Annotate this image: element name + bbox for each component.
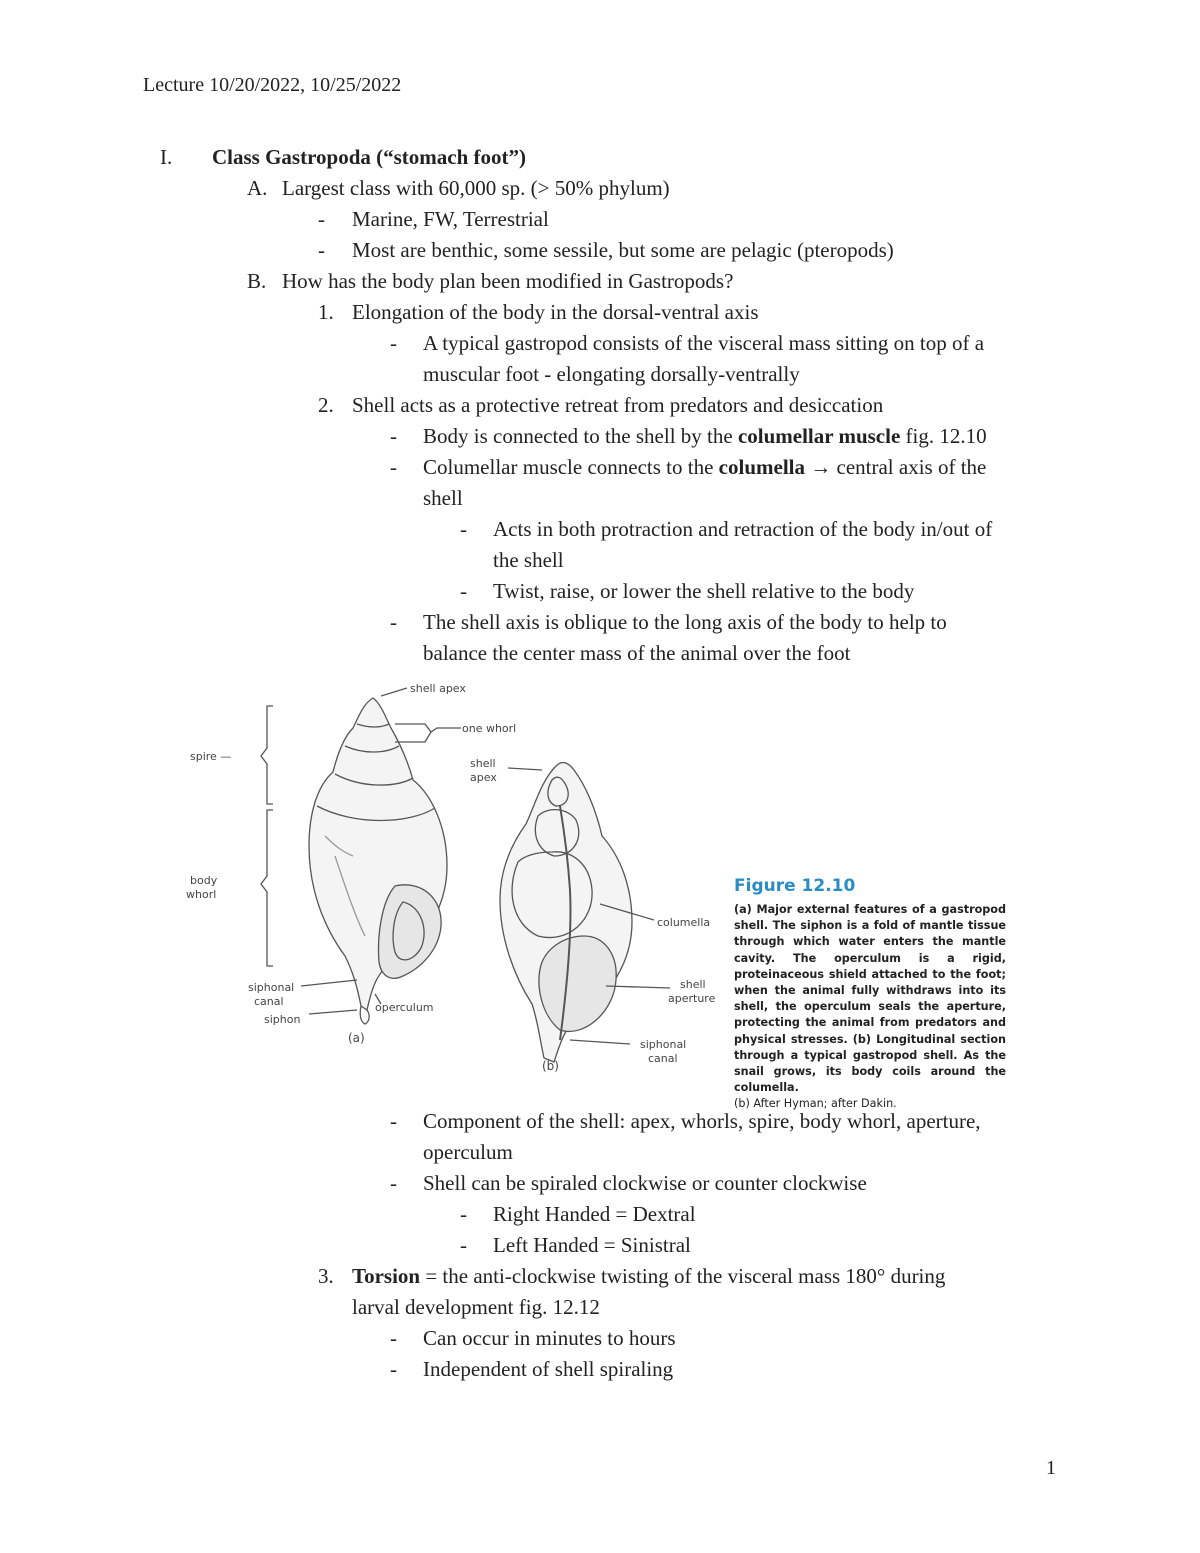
bullet-text: The shell axis is oblique to the long axis of the body to help to	[423, 610, 947, 634]
subsection-marker: B.	[247, 269, 267, 293]
bullet-dash: -	[318, 207, 325, 231]
label-siphonal-canal: canal	[254, 995, 284, 1008]
label-spire: spire —	[190, 750, 232, 763]
bullet-text: Component of the shell: apex, whorls, spire, body whorl, aperture,	[423, 1109, 981, 1133]
numbered-text: larval development fig. 12.12	[352, 1295, 600, 1319]
bold-term: Torsion	[352, 1264, 421, 1288]
subsection-text: How has the body plan been modified in Gastropods?	[282, 269, 734, 293]
bullet-text: shell	[423, 486, 463, 510]
label-shell-apex: shell apex	[410, 682, 466, 695]
bullet-text: balance the center mass of the animal over the foot	[423, 641, 851, 665]
label-one-whorl: one whorl	[462, 722, 517, 735]
numbered-marker: 3.	[318, 1264, 334, 1288]
label-shell-apex: shell	[470, 757, 496, 770]
page-header: Lecture 10/20/2022, 10/25/2022	[143, 74, 402, 96]
label-shell-apex: apex	[470, 771, 497, 784]
bullet-text: operculum	[423, 1140, 513, 1164]
bullet-dash: -	[460, 1202, 467, 1226]
sub-bullet-text: Right Handed = Dextral	[493, 1202, 696, 1226]
section-marker: I.	[160, 145, 173, 169]
numbered-text: Shell acts as a protective retreat from predators and desiccation	[352, 393, 884, 417]
bullet-text: A typical gastropod consists of the visceral mass sitting on top of a	[423, 331, 985, 355]
bullet-dash: -	[390, 610, 397, 634]
sub-bullet-text: Twist, raise, or lower the shell relative to the body	[493, 579, 915, 603]
bullet-text: Most are benthic, some sessile, but some are pelagic (pteropods)	[352, 238, 894, 262]
bold-term: columella	[718, 455, 805, 479]
bold-term: columellar muscle	[737, 424, 901, 448]
numbered-marker: 2.	[318, 393, 334, 417]
panel-label-a: (a)	[348, 1031, 365, 1045]
section-title: Class Gastropoda (“stomach foot”)	[212, 145, 527, 169]
panel-label-b: (b)	[542, 1059, 559, 1073]
label-siphonal-canal: siphonal	[640, 1038, 687, 1051]
numbered-marker: 1.	[318, 300, 334, 324]
bullet-dash: -	[460, 517, 467, 541]
bullet-text: Shell can be spiraled clockwise or counter clockwise	[423, 1171, 867, 1195]
figure-title: Figure 12.10	[734, 876, 856, 896]
label-body-whorl: body	[190, 874, 218, 887]
bullet-dash: -	[390, 455, 397, 479]
bullet-text: Body is connected to the shell by the columellar muscle fig. 12.10	[423, 424, 987, 448]
bullet-dash: -	[390, 1109, 397, 1133]
sub-bullet-text: Left Handed = Sinistral	[493, 1233, 691, 1257]
figure-caption-text: (a) Major external features of a gastropod shell. The siphon is a fold of mantle tissue through which water enters the mantle cavity. The operculum is a rigid, proteinaceous shield attached to the foot; when the animal fully withdraws into its shell, the operculum seals the aperture, protecting the animal from predators and physical stresses. (b) Longitudinal section through a typical gastropod shell. As the snail grows, its body coils around the columella.	[734, 903, 1006, 1095]
bullet-text: Columellar muscle connects to the columella → central axis of the	[423, 455, 987, 479]
label-shell-aperture: shell	[680, 978, 706, 991]
sub-bullet-text: Acts in both protraction and retraction of the body in/out of	[493, 517, 993, 541]
label-siphonal-canal: canal	[648, 1052, 678, 1065]
bullet-dash: -	[318, 238, 325, 262]
page-number: 1	[1046, 1457, 1056, 1479]
label-body-whorl: whorl	[186, 888, 217, 901]
label-columella: columella	[657, 916, 711, 929]
label-operculum: operculum	[375, 1001, 434, 1014]
label-siphon: siphon	[264, 1013, 301, 1026]
bullet-dash: -	[460, 579, 467, 603]
bullet-dash: -	[390, 1357, 397, 1381]
figure-credit: (b) After Hyman; after Dakin.	[734, 1097, 897, 1111]
sub-bullet-text: the shell	[493, 548, 564, 572]
shell-section-diagram	[460, 740, 730, 1085]
bullet-dash: -	[390, 424, 397, 448]
bullet-text: Can occur in minutes to hours	[423, 1326, 676, 1350]
bullet-text: Marine, FW, Terrestrial	[352, 207, 549, 231]
label-siphonal-canal: siphonal	[248, 981, 295, 994]
bullet-dash: -	[390, 1171, 397, 1195]
numbered-text: Torsion = the anti-clockwise twisting of the visceral mass 180° during	[352, 1264, 946, 1288]
bullet-dash: -	[390, 1326, 397, 1350]
bullet-dash: -	[460, 1233, 467, 1257]
bullet-text: muscular foot - elongating dorsally-ventrally	[423, 362, 800, 386]
bullet-text: Independent of shell spiraling	[423, 1357, 674, 1381]
bullet-dash: -	[390, 331, 397, 355]
numbered-text: Elongation of the body in the dorsal-ventral axis	[352, 300, 759, 324]
figure-caption	[734, 902, 1006, 1113]
subsection-text: Largest class with 60,000 sp. (> 50% phylum)	[282, 176, 670, 200]
subsection-marker: A.	[247, 176, 268, 200]
label-shell-aperture: aperture	[668, 992, 716, 1005]
